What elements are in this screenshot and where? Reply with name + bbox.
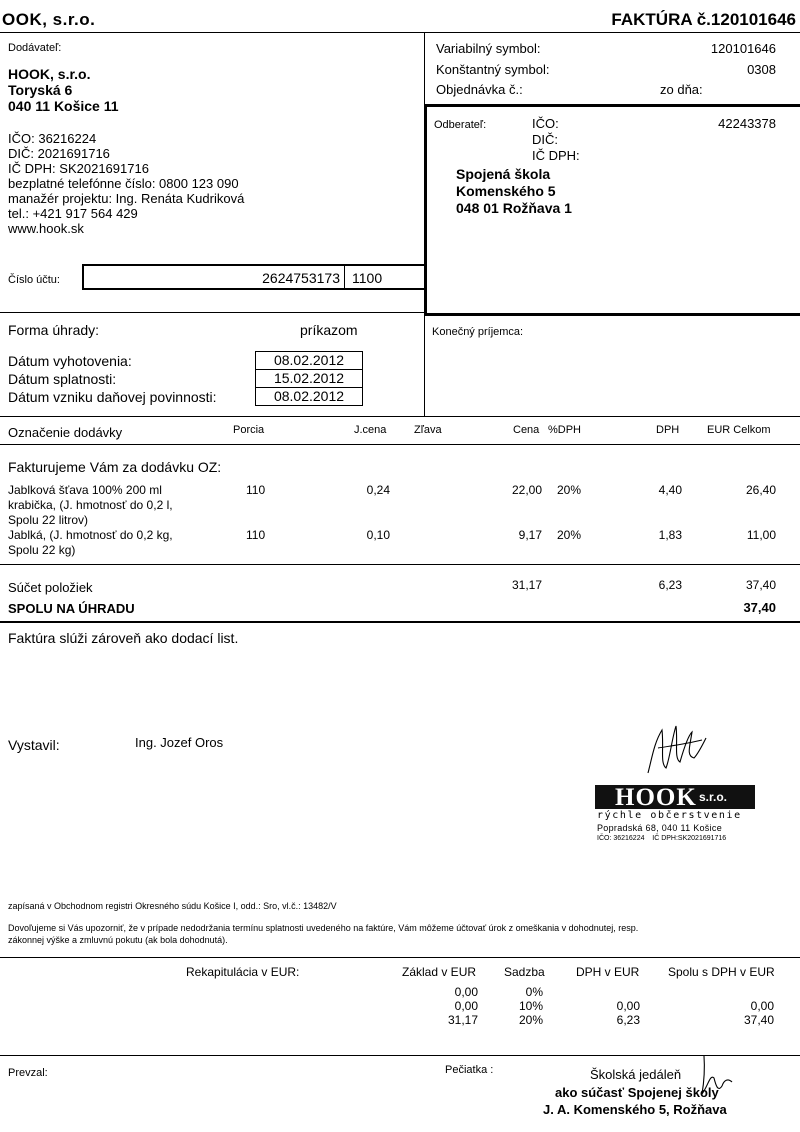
order-label: Objednávka č.: [436,82,523,97]
recap-header-rate: Sadzba [504,965,545,979]
recap-rate: 10% [518,999,543,1013]
row-vat: 1,83 [658,528,682,542]
divider [0,957,800,958]
recap-rate: 0% [525,985,543,999]
school-stamp-line: ako súčasť Spojenej školy [555,1085,719,1100]
company-stamp [595,785,760,845]
recap-vat: 6,23 [616,1013,640,1027]
row-price: 9,17 [518,528,542,542]
variable-symbol-label: Variabilný symbol: [436,41,541,56]
col-header-price: Cena [513,424,540,436]
col-header-discount: Zľava [414,424,442,436]
payment-form-value: príkazom [300,322,358,338]
customer-icdph-label: IČ DPH: [532,148,580,163]
sum-vat: 6,23 [658,578,682,592]
customer-street: Komenského 5 [456,183,556,199]
sum-price: 31,17 [511,578,542,592]
supplier-manager: manažér projektu: Ing. Renáta Kudriková [8,191,245,206]
invoice-title: FAKTÚRA č.120101646 [611,10,796,29]
due-date-label: Dátum splatnosti: [8,371,117,387]
supplier-dic: DIČ: 2021691716 [8,146,110,161]
issued-by-name: Ing. Jozef Oros [135,735,224,750]
col-header-unit-price: J.cena [354,424,387,436]
row-vat: 4,40 [658,483,682,497]
pay-total-label: SPOLU NA ÚHRADU [8,601,135,616]
warning-line: Dovoľujeme si Vás upozorniť, že v prípade nedodržania termínu splatnosti uvedeného na faktúre, Vám môžeme účtovať úrok z omeškania v dohodnutej, resp. [8,923,639,933]
customer-ico-label: IČO: [532,116,559,131]
due-date-value: 15.02.2012 [255,369,363,388]
account-label: Číslo účtu: [8,274,60,286]
warning-line: zákonnej výške a zmluvnú pokutu (ak bola dohodnutá). [8,935,228,945]
col-header-vat-pct: %DPH [548,424,582,436]
recap-header-base: Základ v EUR [402,965,477,979]
table-intro: Fakturujeme Vám za dodávku OZ: [8,459,222,475]
stamp-logo-text: HOOK [615,784,697,811]
sum-label: Súčet položiek [8,580,93,595]
recap-rate: 20% [518,1013,543,1027]
company-header: OOK, s.r.o. [2,10,96,29]
row-description-line: krabička, (J. hmotnosť do 0,2 l, [8,498,173,512]
divider [0,564,800,565]
supplier-label: Dodávateľ: [8,42,62,54]
stamp-logo-suffix: s.r.o. [699,790,728,804]
supplier-icdph: IČ DPH: SK2021691716 [8,161,149,176]
col-header-designation: Označenie dodávky [8,425,123,440]
stamp-ids: IČO: 36216224 IČ DPH:SK2021691716 [597,835,727,842]
stamp-address: Popradská 68, 040 11 Košice [597,823,723,833]
divider [0,444,800,445]
tax-date-label: Dátum vzniku daňovej povinnosti: [8,389,217,405]
issue-date-value: 08.02.2012 [255,351,363,370]
payment-form-label: Forma úhrady: [8,322,100,338]
divider [0,1055,800,1056]
recap-header-vat: DPH v EUR [576,965,640,979]
school-stamp-line: Školská jedáleň [590,1067,682,1082]
registry-note: zapísaná v Obchodnom registri Okresného súdu Košice I, odd.: Sro, vl.č.: 13482/V [8,901,337,911]
col-header-vat: DPH [656,424,680,436]
supplier-street: Toryská 6 [8,82,73,98]
row-unit-price: 0,24 [366,483,390,497]
stamp-tagline: rýchle občerstvenie [597,810,742,821]
recap-title: Rekapitulácia v EUR: [186,965,300,979]
constant-symbol-label: Konštantný symbol: [436,62,550,77]
issue-date-label: Dátum vyhotovenia: [8,353,132,369]
supplier-city: 040 11 Košice 11 [8,98,119,114]
signature-image [640,718,720,778]
constant-symbol-value: 0308 [747,62,776,77]
account-number: 2624753173 [262,270,340,286]
row-description-line: Spolu 22 litrov) [8,513,89,527]
supplier-tel: tel.: +421 917 564 429 [8,206,138,221]
recap-base: 0,00 [454,999,478,1013]
divider [0,312,424,313]
recap-vat: 0,00 [616,999,640,1013]
supplier-ico: IČO: 36216224 [8,131,97,146]
recap-total: 37,40 [743,1013,774,1027]
recap-base: 0,00 [454,985,478,999]
row-portion: 110 [246,528,266,542]
customer-label: Odberateľ: [434,119,487,131]
tax-date-value: 08.02.2012 [255,387,363,406]
row-portion: 110 [246,483,266,497]
divider [0,416,800,417]
school-stamp-line: J. A. Komenského 5, Rožňava [543,1102,727,1117]
row-vat-pct: 20% [557,483,582,497]
row-total: 11,00 [746,528,776,542]
supplier-name: HOOK, s.r.o. [8,66,91,82]
pay-total-value: 37,40 [743,600,776,615]
customer-dic-label: DIČ: [532,132,558,147]
sum-total: 37,40 [745,578,776,592]
col-header-total: EUR Celkom [707,424,771,436]
final-recipient-label: Konečný príjemca: [432,326,524,338]
row-price: 22,00 [511,483,542,497]
row-vat-pct: 20% [557,528,582,542]
supplier-web: www.hook.sk [8,221,84,236]
customer-name: Spojená škola [456,166,551,182]
receiver-signature-image [690,1052,740,1102]
row-total: 26,40 [745,483,776,497]
stamp-logo [595,785,755,809]
recap-header-total: Spolu s DPH v EUR [668,965,775,979]
row-unit-price: 0,10 [366,528,390,542]
account-box [82,264,424,290]
order-date-label: zo dňa: [660,82,703,97]
issued-by-label: Vystavil: [8,737,60,753]
row-description-line: Jablková šťava 100% 200 ml [8,483,162,497]
row-description-line: Jablká, (J. hmotnosť do 0,2 kg, [8,528,173,542]
recap-total: 0,00 [750,999,774,1013]
customer-city: 048 01 Rožňava 1 [456,200,572,216]
stamp-label: Pečiatka : [445,1064,494,1076]
delivery-note: Faktúra slúži zároveň ako dodací list. [8,630,239,646]
customer-ico-value: 42243378 [718,116,776,131]
received-by-label: Prevzal: [8,1067,48,1079]
row-description-line: Spolu 22 kg) [8,543,76,557]
divider [344,266,345,288]
account-bank-code: 1100 [352,270,383,286]
recap-base: 31,17 [447,1013,478,1027]
col-header-portion: Porcia [233,424,265,436]
divider [0,621,800,623]
variable-symbol-value: 120101646 [710,41,776,56]
supplier-phone-free: bezplatné telefónne číslo: 0800 123 090 [8,176,239,191]
divider [0,32,800,33]
